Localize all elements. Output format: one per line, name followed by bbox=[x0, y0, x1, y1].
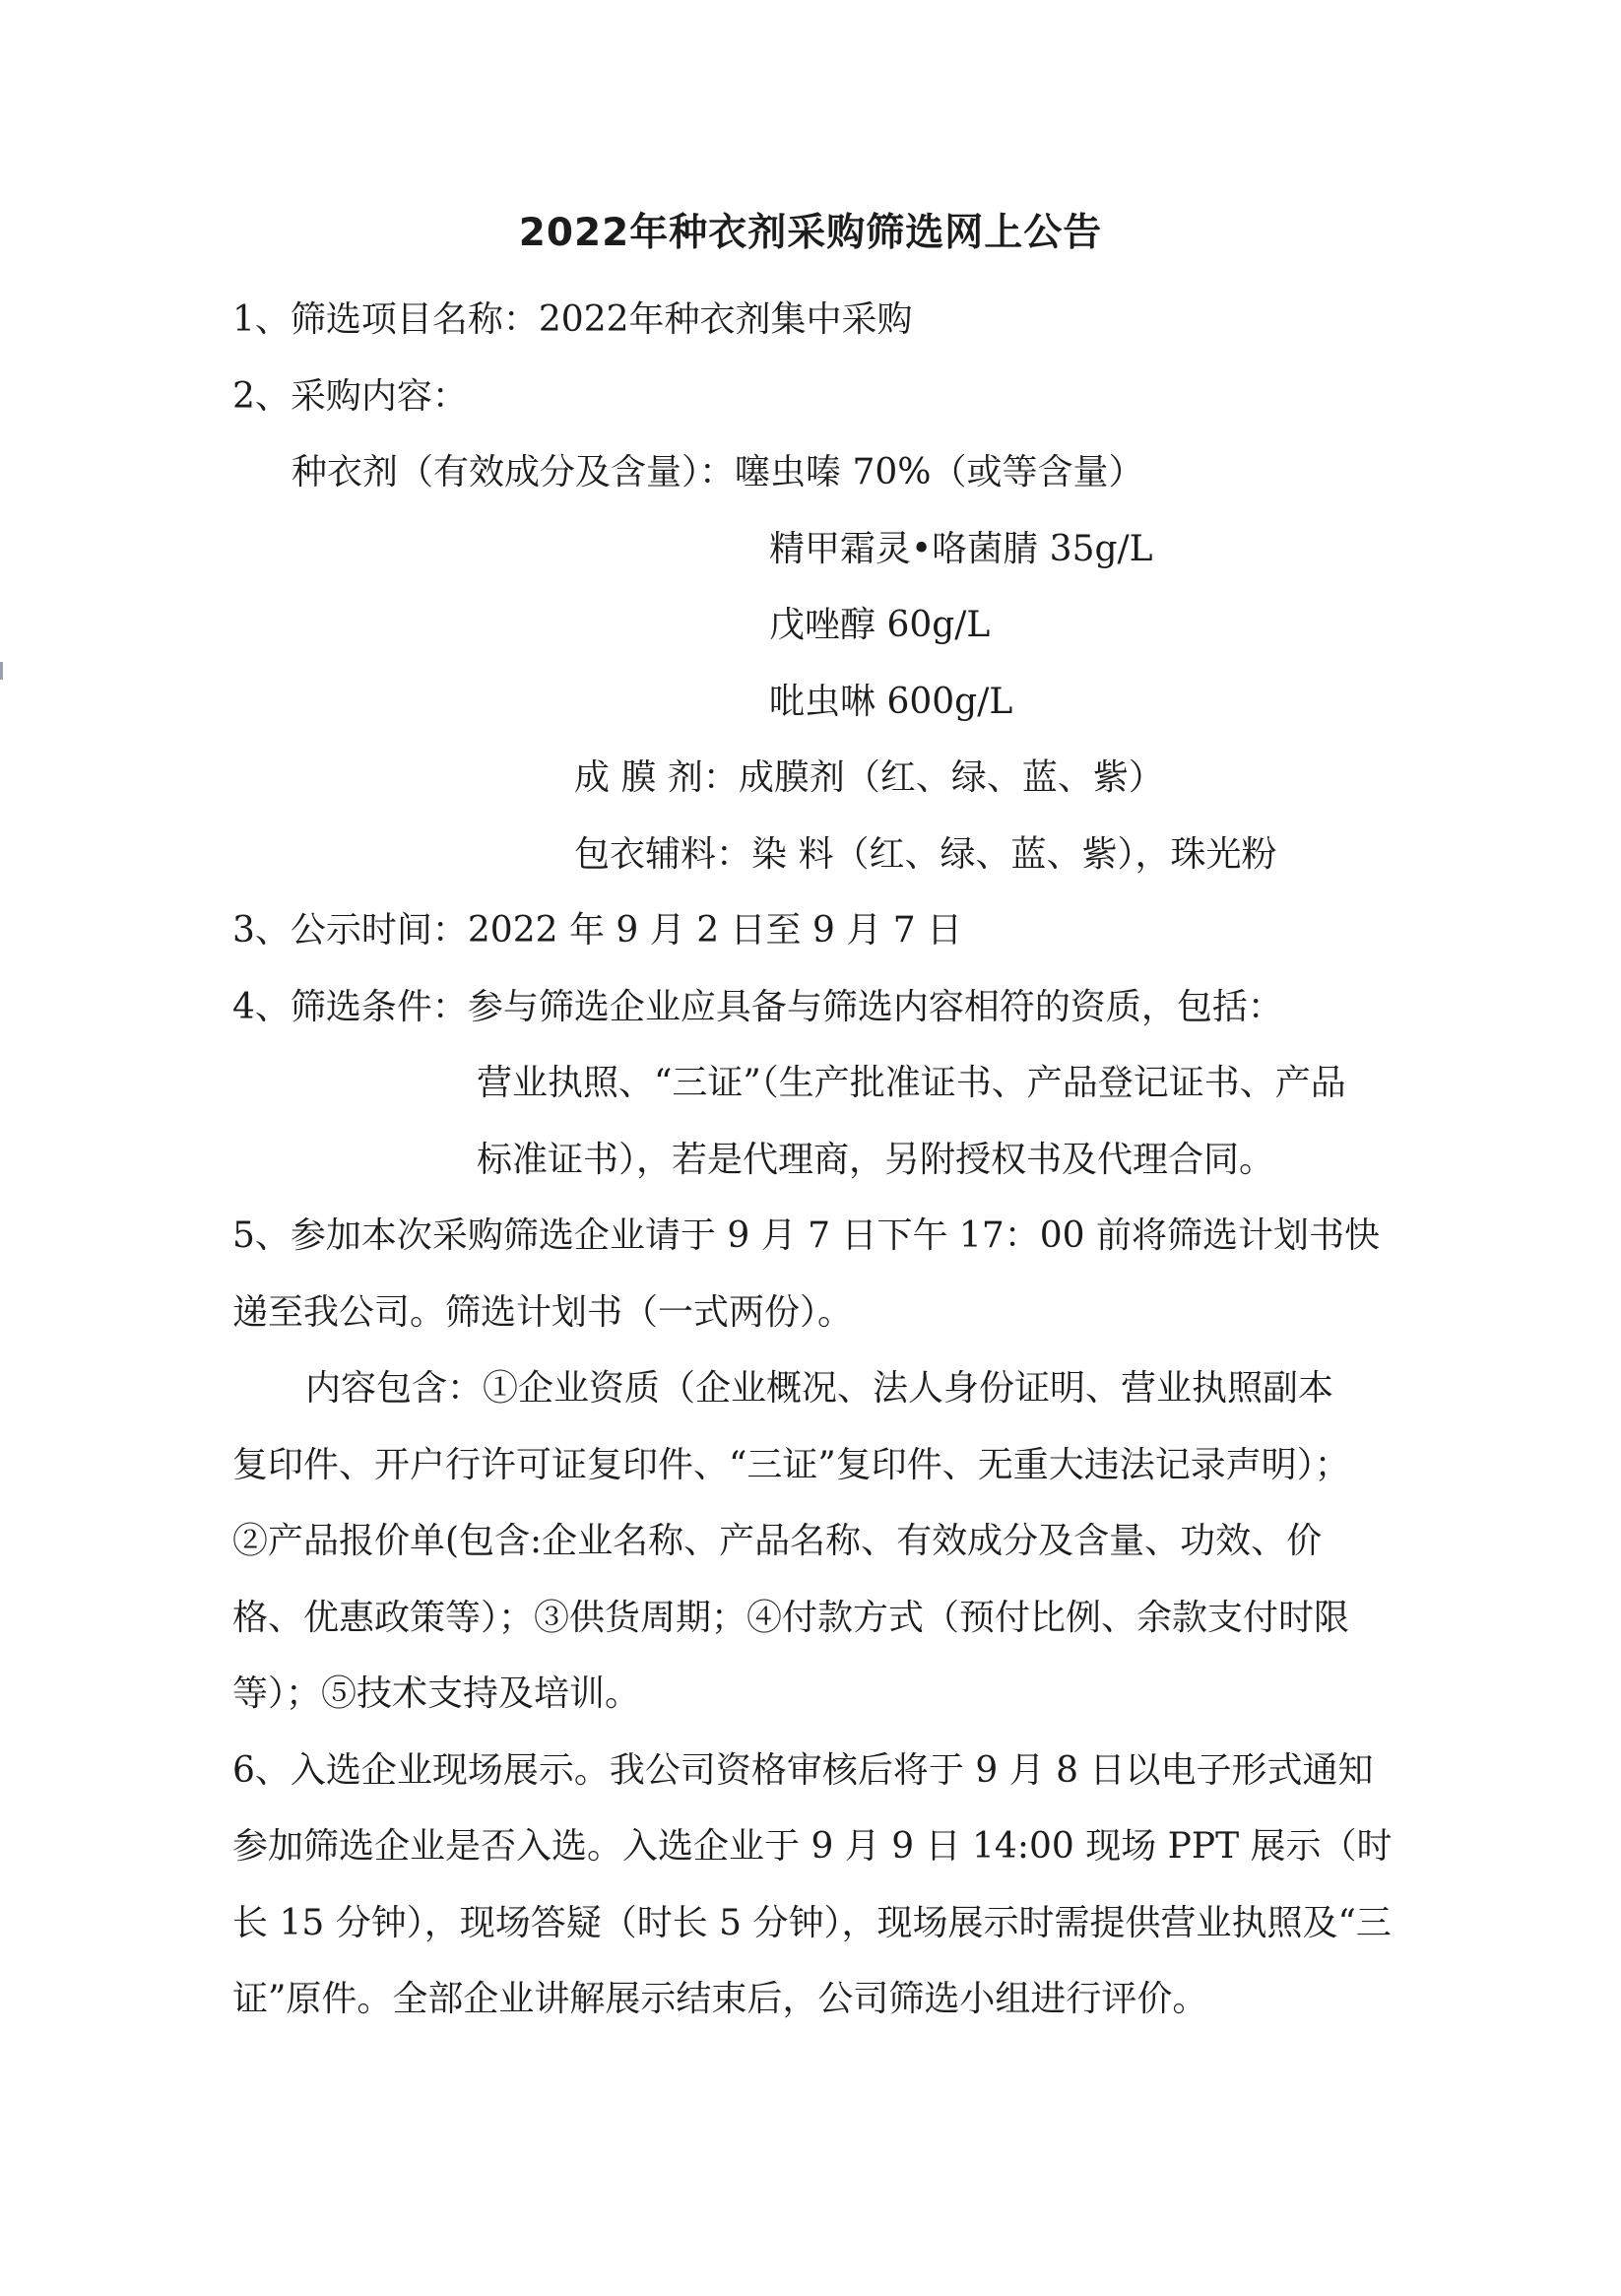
item-1-project-name: 1、筛选项目名称：2022年种衣剂集中采购 bbox=[232, 299, 913, 340]
conditions-detail-line: 标准证书），若是代理商，另附授权书及代理合同。 bbox=[477, 1140, 1275, 1180]
film-agent-line: 成 膜 剂：成膜剂（红、绿、蓝、紫） bbox=[574, 757, 1164, 798]
ingredient-line: 吡虫啉 600g/L bbox=[769, 682, 1013, 722]
item-4-conditions: 4、筛选条件：参与筛选企业应具备与筛选内容相符的资质，包括： bbox=[232, 987, 1283, 1027]
content-includes-line: ②产品报价单(包含:企业名称、产品名称、有效成分及含量、功效、价 bbox=[232, 1521, 1323, 1561]
submission-line: 递至我公司。筛选计划书（一式两份）。 bbox=[232, 1292, 854, 1333]
item-3-publicity-time: 3、公示时间：2022 年 9 月 2 日至 9 月 7 日 bbox=[232, 910, 963, 951]
ingredient-line: 戊唑醇 60g/L bbox=[769, 605, 991, 645]
onsite-presentation-line: 证”原件。全部企业讲解展示结束后，公司筛选小组进行评价。 bbox=[232, 1979, 1208, 2019]
item-6-onsite-presentation: 6、入选企业现场展示。我公司资格审核后将于 9 月 8 日以电子形式通知 bbox=[232, 1750, 1374, 1791]
ingredient-line: 精甲霜灵•咯菌腈 35g/L bbox=[769, 529, 1153, 569]
content-includes-line: 等）；⑤技术支持及培训。 bbox=[232, 1673, 641, 1714]
seed-coating-agent-line: 种衣剂（有效成分及含量）：噻虫嗪 70%（或等含量） bbox=[292, 452, 1144, 492]
item-2-purchase-content: 2、采购内容： bbox=[232, 376, 468, 417]
page-title: 2022年种衣剂采购筛选网上公告 bbox=[518, 211, 1103, 255]
item-5-submission: 5、参加本次采购筛选企业请于 9 月 7 日下午 17：00 前将筛选计划书快 bbox=[232, 1215, 1380, 1256]
onsite-presentation-line: 参加筛选企业是否入选。入选企业于 9 月 9 日 14:00 现场 PPT 展示（时 bbox=[232, 1826, 1393, 1867]
conditions-detail-line: 营业执照、“三证”（生产批准证书、产品登记证书、产品 bbox=[477, 1063, 1346, 1103]
content-includes-line: 内容包含：①企业资质（企业概况、法人身份证明、营业执照副本 bbox=[305, 1368, 1334, 1409]
coating-auxiliary-line: 包衣辅料：染 料（红、绿、蓝、紫），珠光粉 bbox=[574, 834, 1277, 875]
scan-edge-mark bbox=[0, 662, 3, 680]
onsite-presentation-line: 长 15 分钟），现场答疑（时长 5 分钟），现场展示时需提供营业执照及“三 bbox=[232, 1903, 1392, 1943]
content-includes-line: 格、优惠政策等）；③供货周期；④付款方式（预付比例、余款支付时限 bbox=[232, 1598, 1350, 1638]
content-includes-line: 复印件、开户行许可证复印件、“三证”复印件、无重大违法记录声明）； bbox=[232, 1445, 1350, 1485]
